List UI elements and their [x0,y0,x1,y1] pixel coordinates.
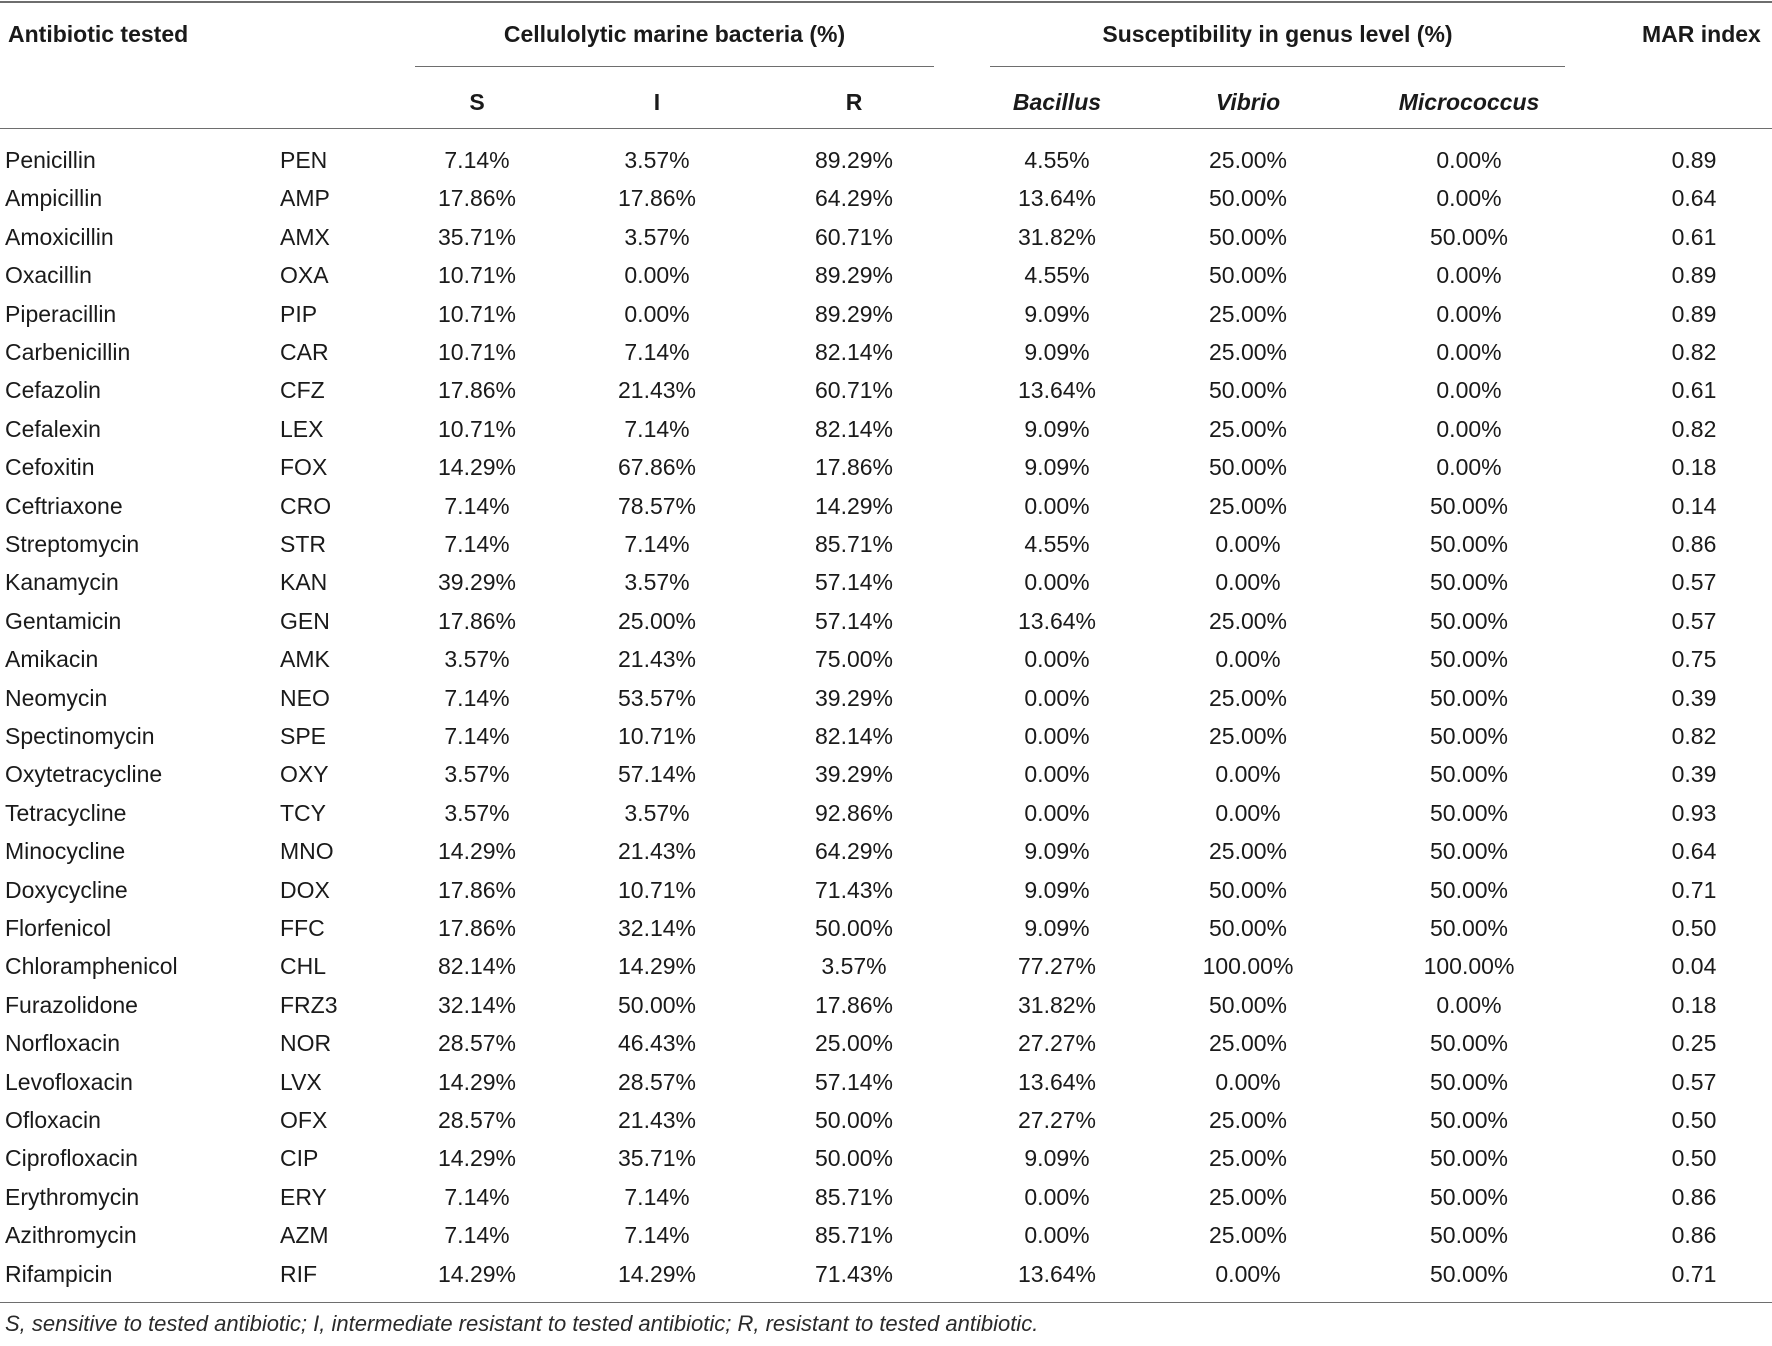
value-mar-index: 0.64 [1671,838,1717,864]
value-s: 35.71% [437,224,516,250]
value-micrococcus: 0.00% [1436,185,1502,211]
value-mar-index: 0.39 [1671,685,1717,711]
value-r: 89.29% [814,301,893,327]
value-r: 75.00% [814,646,893,672]
value-micrococcus: 0.00% [1436,147,1502,173]
antibiotic-code: FOX [280,454,328,480]
antibiotic-code: PIP [280,301,318,327]
value-i: 10.71% [617,723,696,749]
value-vibrio: 50.00% [1208,992,1287,1018]
antibiotic-code: AZM [280,1222,329,1248]
value-r: 39.29% [814,761,893,787]
value-bacillus: 0.00% [1024,800,1090,826]
value-mar-index: 0.50 [1671,1145,1717,1171]
value-i: 3.57% [624,224,690,250]
value-mar-index: 0.82 [1671,723,1717,749]
value-micrococcus: 50.00% [1429,1030,1508,1056]
antibiotic-name: Cefazolin [5,377,101,403]
value-i: 7.14% [624,1184,690,1210]
antibiotic-name: Tetracycline [5,800,127,826]
value-vibrio: 25.00% [1208,1107,1287,1133]
value-r: 82.14% [814,339,893,365]
value-i: 21.43% [617,1107,696,1133]
value-s: 39.29% [437,569,516,595]
antibiotic-name: Cefoxitin [5,454,95,480]
value-vibrio: 25.00% [1208,1184,1287,1210]
value-r: 57.14% [814,1069,893,1095]
value-micrococcus: 50.00% [1429,838,1508,864]
value-bacillus: 13.64% [1017,185,1096,211]
value-i: 78.57% [617,493,696,519]
value-bacillus: 0.00% [1024,685,1090,711]
value-i: 3.57% [624,800,690,826]
antibiotic-code: LVX [280,1069,322,1095]
value-i: 10.71% [617,877,696,903]
value-i: 25.00% [617,608,696,634]
value-s: 17.86% [437,877,516,903]
value-r: 57.14% [814,569,893,595]
value-s: 14.29% [437,838,516,864]
value-r: 89.29% [814,147,893,173]
value-vibrio: 0.00% [1215,800,1281,826]
value-r: 17.86% [814,454,893,480]
value-r: 3.57% [821,953,887,979]
value-r: 25.00% [814,1030,893,1056]
value-vibrio: 50.00% [1208,915,1287,941]
value-vibrio: 25.00% [1208,838,1287,864]
value-s: 14.29% [437,1069,516,1095]
value-bacillus: 4.55% [1024,262,1090,288]
header-bottom-rule [0,128,1772,129]
value-r: 85.71% [814,1222,893,1248]
value-bacillus: 0.00% [1024,493,1090,519]
antibiotic-code: ERY [280,1184,327,1210]
value-i: 3.57% [624,569,690,595]
antibiotic-code: LEX [280,416,324,442]
antibiotic-code: AMX [280,224,330,250]
value-r: 17.86% [814,992,893,1018]
value-micrococcus: 50.00% [1429,608,1508,634]
value-i: 3.57% [624,147,690,173]
value-mar-index: 0.14 [1671,493,1717,519]
value-mar-index: 0.89 [1671,147,1717,173]
value-i: 0.00% [624,262,690,288]
value-mar-index: 0.86 [1671,531,1717,557]
value-i: 57.14% [617,761,696,787]
antibiotic-name: Chloramphenicol [5,953,178,979]
antibiotic-name: Amikacin [5,646,99,672]
value-micrococcus: 0.00% [1436,301,1502,327]
value-s: 14.29% [437,1145,516,1171]
value-micrococcus: 50.00% [1429,1222,1508,1248]
value-i: 0.00% [624,301,690,327]
value-s: 17.86% [437,915,516,941]
antibiotic-name: Oxacillin [5,262,92,288]
value-s: 7.14% [444,685,510,711]
antibiotic-name: Ciprofloxacin [5,1145,138,1171]
antibiotic-code: AMK [280,646,330,672]
value-r: 60.71% [814,377,893,403]
value-r: 92.86% [814,800,893,826]
value-s: 7.14% [444,1222,510,1248]
antibiotic-code: STR [280,531,326,557]
value-micrococcus: 50.00% [1429,1069,1508,1095]
value-bacillus: 31.82% [1017,224,1096,250]
value-mar-index: 0.82 [1671,416,1717,442]
value-bacillus: 9.09% [1024,915,1090,941]
value-r: 85.71% [814,1184,893,1210]
antibiotic-name: Azithromycin [5,1222,137,1248]
value-bacillus: 9.09% [1024,416,1090,442]
value-mar-index: 0.93 [1671,800,1717,826]
value-r: 85.71% [814,531,893,557]
value-vibrio: 25.00% [1208,723,1287,749]
value-s: 10.71% [437,301,516,327]
susceptibility-group-rule [990,66,1565,67]
antibiotic-code: MNO [280,838,334,864]
value-r: 82.14% [814,416,893,442]
value-bacillus: 0.00% [1024,1222,1090,1248]
value-vibrio: 0.00% [1215,761,1281,787]
value-r: 39.29% [814,685,893,711]
antibiotic-code: CRO [280,493,332,519]
antibiotic-name: Levofloxacin [5,1069,133,1095]
value-vibrio: 50.00% [1208,454,1287,480]
value-bacillus: 13.64% [1017,1261,1096,1287]
antibiotic-name: Kanamycin [5,569,119,595]
antibiotic-code: OXY [280,761,329,787]
antibiotic-name: Ceftriaxone [5,493,123,519]
subheader-vibrio: Vibrio [1215,89,1281,115]
antibiotic-code: NOR [280,1030,332,1056]
value-micrococcus: 50.00% [1429,685,1508,711]
value-i: 7.14% [624,531,690,557]
value-vibrio: 0.00% [1215,1069,1281,1095]
value-bacillus: 0.00% [1024,569,1090,595]
value-micrococcus: 100.00% [1423,953,1515,979]
value-micrococcus: 0.00% [1436,454,1502,480]
antibiotic-code: KAN [280,569,328,595]
value-micrococcus: 50.00% [1429,723,1508,749]
value-mar-index: 0.57 [1671,608,1717,634]
value-s: 82.14% [437,953,516,979]
value-r: 64.29% [814,185,893,211]
table-footnote: S, sensitive to tested antibiotic; I, intermediate resistant to tested antibiotic; R, resistant to tested antibiotic. [5,1311,1039,1336]
value-mar-index: 0.71 [1671,877,1717,903]
antibiotic-name: Ampicillin [5,185,103,211]
value-micrococcus: 50.00% [1429,915,1508,941]
value-s: 7.14% [444,723,510,749]
value-vibrio: 25.00% [1208,685,1287,711]
subheader-r: R [845,89,863,115]
value-s: 14.29% [437,1261,516,1287]
value-r: 64.29% [814,838,893,864]
value-r: 57.14% [814,608,893,634]
value-mar-index: 0.89 [1671,301,1717,327]
antibiotic-name: Erythromycin [5,1184,140,1210]
value-r: 71.43% [814,877,893,903]
value-vibrio: 50.00% [1208,877,1287,903]
antibiotic-name: Neomycin [5,685,108,711]
value-mar-index: 0.18 [1671,992,1717,1018]
value-vibrio: 0.00% [1215,1261,1281,1287]
value-bacillus: 27.27% [1017,1107,1096,1133]
value-mar-index: 0.39 [1671,761,1717,787]
value-vibrio: 0.00% [1215,569,1281,595]
value-i: 17.86% [617,185,696,211]
antibiotic-code: GEN [280,608,330,634]
table-bottom-rule [0,1302,1772,1303]
value-mar-index: 0.57 [1671,1069,1717,1095]
value-s: 17.86% [437,185,516,211]
value-vibrio: 25.00% [1208,416,1287,442]
cellulolytic-group-rule [415,66,934,67]
antibiotic-name: Ofloxacin [5,1107,101,1133]
value-mar-index: 0.89 [1671,262,1717,288]
value-vibrio: 25.00% [1208,339,1287,365]
value-i: 21.43% [617,838,696,864]
value-i: 46.43% [617,1030,696,1056]
value-bacillus: 13.64% [1017,377,1096,403]
value-mar-index: 0.86 [1671,1184,1717,1210]
value-micrococcus: 50.00% [1429,1261,1508,1287]
antibiotic-code: OFX [280,1107,328,1133]
antibiotic-name: Furazolidone [5,992,138,1018]
antibiotic-code: TCY [280,800,326,826]
antibiotic-name: Rifampicin [5,1261,113,1287]
value-mar-index: 0.04 [1671,953,1717,979]
value-micrococcus: 0.00% [1436,377,1502,403]
value-vibrio: 25.00% [1208,493,1287,519]
value-bacillus: 9.09% [1024,1145,1090,1171]
antibiotic-code: CHL [280,953,327,979]
value-micrococcus: 50.00% [1429,1145,1508,1171]
value-bacillus: 13.64% [1017,1069,1096,1095]
value-bacillus: 0.00% [1024,646,1090,672]
antibiotic-name: Cefalexin [5,416,101,442]
antibiotic-code: FRZ3 [280,992,338,1018]
value-bacillus: 13.64% [1017,608,1096,634]
value-vibrio: 0.00% [1215,531,1281,557]
value-mar-index: 0.25 [1671,1030,1717,1056]
header-cellulolytic-bacteria: Cellulolytic marine bacteria (%) [503,21,846,47]
subheader-bacillus: Bacillus [1012,89,1102,115]
value-micrococcus: 50.00% [1429,800,1508,826]
value-vibrio: 50.00% [1208,377,1287,403]
antibiotic-name: Florfenicol [5,915,112,941]
value-mar-index: 0.64 [1671,185,1717,211]
antibiotic-name: Oxytetracycline [5,761,163,787]
value-bacillus: 9.09% [1024,339,1090,365]
value-bacillus: 9.09% [1024,838,1090,864]
top-rule [0,1,1772,3]
value-i: 28.57% [617,1069,696,1095]
value-mar-index: 0.61 [1671,377,1717,403]
value-bacillus: 77.27% [1017,953,1096,979]
antibiotic-name: Streptomycin [5,531,140,557]
value-r: 50.00% [814,1107,893,1133]
value-micrococcus: 50.00% [1429,493,1508,519]
value-bacillus: 0.00% [1024,723,1090,749]
value-s: 10.71% [437,416,516,442]
value-bacillus: 9.09% [1024,301,1090,327]
antibiotic-code: AMP [280,185,330,211]
value-s: 7.14% [444,531,510,557]
value-bacillus: 0.00% [1024,761,1090,787]
subheader-micrococcus: Micrococcus [1398,89,1540,115]
value-i: 7.14% [624,339,690,365]
antibiotic-name: Gentamicin [5,608,122,634]
value-micrococcus: 0.00% [1436,992,1502,1018]
antibiotic-name: Spectinomycin [5,723,155,749]
value-vibrio: 25.00% [1208,1030,1287,1056]
header-antibiotic-tested: Antibiotic tested [8,21,189,47]
value-micrococcus: 50.00% [1429,1184,1508,1210]
value-mar-index: 0.57 [1671,569,1717,595]
value-s: 3.57% [444,800,510,826]
value-s: 28.57% [437,1030,516,1056]
value-vibrio: 0.00% [1215,646,1281,672]
value-vibrio: 25.00% [1208,147,1287,173]
value-s: 3.57% [444,761,510,787]
value-r: 89.29% [814,262,893,288]
value-r: 82.14% [814,723,893,749]
antibiotic-name: Carbenicillin [5,339,131,365]
antibiotic-code: CFZ [280,377,325,403]
value-mar-index: 0.50 [1671,1107,1717,1133]
subheader-i: I [653,89,661,115]
value-s: 17.86% [437,608,516,634]
antibiotic-code: FFC [280,915,325,941]
value-bacillus: 9.09% [1024,454,1090,480]
value-micrococcus: 0.00% [1436,339,1502,365]
antibiotic-name: Norfloxacin [5,1030,121,1056]
value-s: 28.57% [437,1107,516,1133]
value-bacillus: 0.00% [1024,1184,1090,1210]
value-mar-index: 0.50 [1671,915,1717,941]
value-vibrio: 50.00% [1208,185,1287,211]
value-s: 7.14% [444,147,510,173]
antibiotic-code: RIF [280,1261,318,1287]
value-mar-index: 0.86 [1671,1222,1717,1248]
antibiotic-name: Piperacillin [5,301,117,327]
value-mar-index: 0.18 [1671,454,1717,480]
value-mar-index: 0.71 [1671,1261,1717,1287]
value-bacillus: 4.55% [1024,147,1090,173]
header-susceptibility-genus: Susceptibility in genus level (%) [1102,21,1453,47]
value-vibrio: 100.00% [1202,953,1294,979]
value-s: 7.14% [444,1184,510,1210]
value-bacillus: 31.82% [1017,992,1096,1018]
value-i: 7.14% [624,416,690,442]
value-mar-index: 0.75 [1671,646,1717,672]
value-i: 50.00% [617,992,696,1018]
value-s: 17.86% [437,377,516,403]
value-s: 7.14% [444,493,510,519]
value-s: 32.14% [437,992,516,1018]
value-bacillus: 27.27% [1017,1030,1096,1056]
antibiotic-name: Amoxicillin [5,224,114,250]
antibiotic-name: Penicillin [5,147,96,173]
value-i: 21.43% [617,377,696,403]
value-s: 10.71% [437,262,516,288]
value-r: 60.71% [814,224,893,250]
antibiotic-name: Minocycline [5,838,126,864]
value-r: 50.00% [814,915,893,941]
value-micrococcus: 0.00% [1436,416,1502,442]
value-vibrio: 25.00% [1208,608,1287,634]
antibiotic-code: SPE [280,723,327,749]
value-micrococcus: 50.00% [1429,761,1508,787]
value-micrococcus: 50.00% [1429,531,1508,557]
value-mar-index: 0.82 [1671,339,1717,365]
antibiotic-code: CAR [280,339,329,365]
value-s: 10.71% [437,339,516,365]
value-i: 32.14% [617,915,696,941]
value-i: 14.29% [617,953,696,979]
value-micrococcus: 50.00% [1429,877,1508,903]
antibiotic-code: PEN [280,147,328,173]
value-vibrio: 25.00% [1208,1145,1287,1171]
value-i: 14.29% [617,1261,696,1287]
value-bacillus: 4.55% [1024,531,1090,557]
value-micrococcus: 50.00% [1429,224,1508,250]
antibiotic-code: NEO [280,685,330,711]
value-vibrio: 50.00% [1208,262,1287,288]
subheader-s: S [469,89,485,115]
value-bacillus: 9.09% [1024,877,1090,903]
value-i: 35.71% [617,1145,696,1171]
value-r: 14.29% [814,493,893,519]
value-s: 3.57% [444,646,510,672]
antibiotic-code: DOX [280,877,330,903]
value-s: 14.29% [437,454,516,480]
value-vibrio: 50.00% [1208,224,1287,250]
value-r: 71.43% [814,1261,893,1287]
header-mar-index: MAR index [1642,21,1761,47]
value-i: 67.86% [617,454,696,480]
value-micrococcus: 0.00% [1436,262,1502,288]
value-vibrio: 25.00% [1208,301,1287,327]
value-i: 53.57% [617,685,696,711]
value-mar-index: 0.61 [1671,224,1717,250]
value-i: 21.43% [617,646,696,672]
value-micrococcus: 50.00% [1429,569,1508,595]
value-micrococcus: 50.00% [1429,646,1508,672]
antibiotic-code: OXA [280,262,329,288]
value-r: 50.00% [814,1145,893,1171]
value-i: 7.14% [624,1222,690,1248]
antibiotic-code: CIP [280,1145,319,1171]
antibiotic-name: Doxycycline [5,877,128,903]
value-vibrio: 25.00% [1208,1222,1287,1248]
value-micrococcus: 50.00% [1429,1107,1508,1133]
